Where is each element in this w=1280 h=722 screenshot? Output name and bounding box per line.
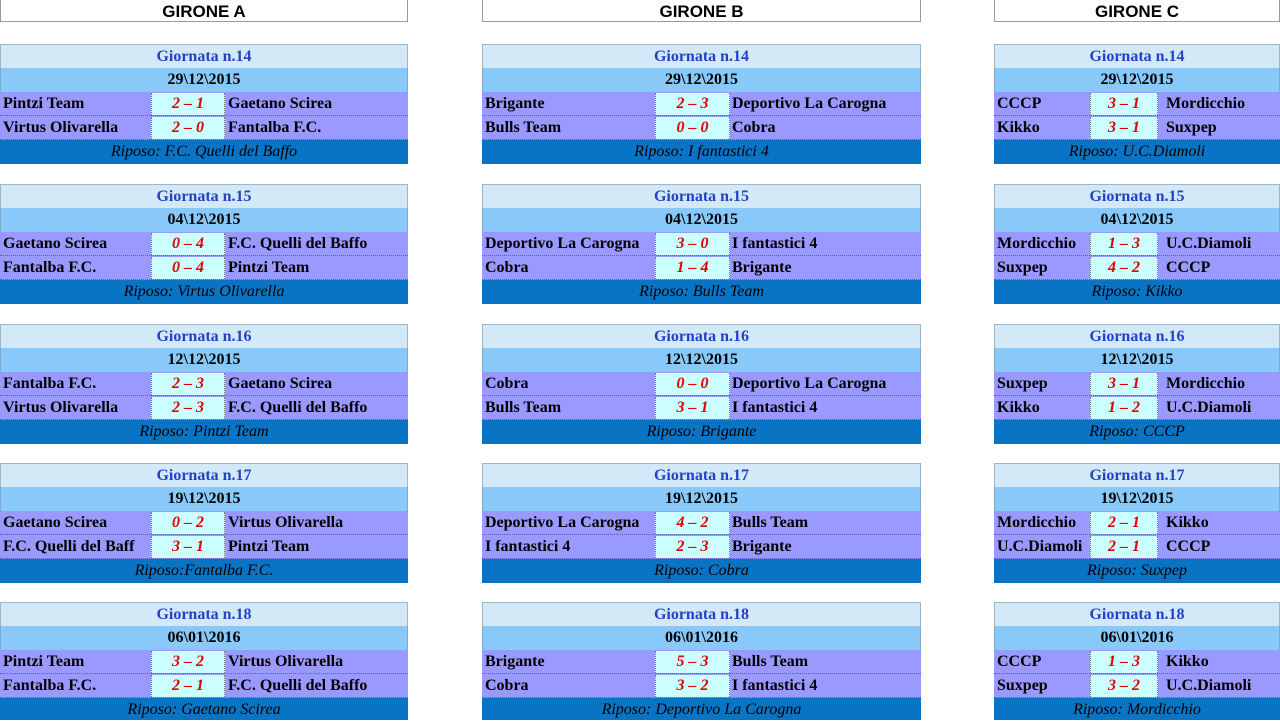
match-row [0, 511, 408, 535]
home-team: Gaetano Scirea [3, 514, 108, 531]
match-score: 0 – 0 [655, 117, 730, 139]
giornata-title: Giornata n.14 [0, 44, 408, 68]
giornata-title: Giornata n.14 [994, 44, 1280, 68]
rest-team: Riposo: Gaetano Scirea [0, 698, 408, 720]
giornata-title: Giornata n.18 [994, 602, 1280, 626]
home-team: U.C.Diamoli [997, 538, 1083, 555]
home-team: Fantalba F.C. [3, 677, 97, 694]
giornata-date: 19\12\2015 [482, 487, 921, 511]
match-score: 2 – 3 [655, 536, 730, 558]
giornata-date: 29\12\2015 [994, 68, 1280, 92]
match-row [994, 650, 1280, 674]
home-team: Pintzi Team [3, 95, 85, 112]
giornata-title: Giornata n.15 [0, 184, 408, 208]
away-team: Deportivo La Carogna [732, 375, 887, 392]
home-team: Bulls Team [485, 119, 562, 136]
giornata-block [0, 184, 408, 304]
home-team: Kikko [997, 119, 1040, 136]
home-team: Brigante [485, 653, 545, 670]
away-team: Brigante [732, 538, 792, 555]
home-team: Bulls Team [485, 399, 562, 416]
girone-c [994, 0, 1280, 718]
away-team: U.C.Diamoli [1166, 235, 1252, 252]
giornata-date: 04\12\2015 [0, 208, 408, 232]
match-score: 2 – 3 [151, 397, 225, 419]
match-row [994, 232, 1280, 256]
match-score: 3 – 1 [1090, 93, 1158, 115]
giornata-date: 19\12\2015 [0, 487, 408, 511]
away-team: Bulls Team [732, 514, 809, 531]
away-team: Suxpep [1166, 119, 1217, 136]
match-row [0, 396, 408, 420]
match-score: 2 – 0 [151, 117, 225, 139]
away-team: I fantastici 4 [732, 399, 818, 416]
away-team: Brigante [732, 259, 792, 276]
rest-team: Riposo: Brigante [482, 420, 921, 444]
giornata-title: Giornata n.16 [482, 324, 921, 348]
match-score: 0 – 4 [151, 257, 225, 279]
match-row [482, 256, 921, 280]
away-team: U.C.Diamoli [1166, 677, 1252, 694]
away-team: Mordicchio [1166, 375, 1246, 392]
girone-b [482, 0, 921, 718]
match-row [482, 372, 921, 396]
home-team: Gaetano Scirea [3, 235, 108, 252]
home-team: CCCP [997, 95, 1042, 112]
home-team: Virtus Olivarella [3, 399, 119, 416]
girone-title: GIRONE B [482, 0, 921, 22]
giornata-date: 19\12\2015 [994, 487, 1280, 511]
rest-team: Riposo: Deportivo La Carogna [482, 698, 921, 720]
giornata-title: Giornata n.17 [0, 463, 408, 487]
match-score: 0 – 0 [655, 373, 730, 395]
match-row [0, 232, 408, 256]
giornata-block [994, 44, 1280, 164]
match-score: 3 – 2 [655, 675, 730, 697]
match-row [0, 650, 408, 674]
rest-team: Riposo: F.C. Quelli del Baffo [0, 140, 408, 164]
home-team: Cobra [485, 677, 529, 694]
home-team: Fantalba F.C. [3, 259, 97, 276]
giornata-block [0, 324, 408, 444]
match-row [0, 256, 408, 280]
giornata-title: Giornata n.18 [482, 602, 921, 626]
home-team: Brigante [485, 95, 545, 112]
rest-team: Riposo: U.C.Diamoli [994, 140, 1280, 164]
match-row [994, 256, 1280, 280]
match-score: 3 – 0 [655, 233, 730, 255]
match-score: 3 – 2 [151, 651, 225, 673]
rest-team: Riposo: I fantastici 4 [482, 140, 921, 164]
giornata-title: Giornata n.14 [482, 44, 921, 68]
away-team: F.C. Quelli del Baffo [228, 399, 368, 416]
home-team: Mordicchio [997, 235, 1077, 252]
home-team: Suxpep [997, 375, 1048, 392]
rest-team: Riposo: CCCP [994, 420, 1280, 444]
match-row [994, 674, 1280, 698]
match-row [482, 232, 921, 256]
match-score: 0 – 2 [151, 512, 225, 534]
giornata-block [0, 602, 408, 720]
home-team: Pintzi Team [3, 653, 85, 670]
home-team: I fantastici 4 [485, 538, 571, 555]
giornata-block [482, 184, 921, 304]
giornata-date: 06\01\2016 [994, 626, 1280, 650]
home-team: Suxpep [997, 259, 1048, 276]
home-team: Cobra [485, 259, 529, 276]
giornata-title: Giornata n.17 [482, 463, 921, 487]
away-team: Cobra [732, 119, 776, 136]
match-row [0, 674, 408, 698]
match-score: 2 – 3 [655, 93, 730, 115]
giornata-date: 29\12\2015 [0, 68, 408, 92]
home-team: Mordicchio [997, 514, 1077, 531]
match-score: 3 – 1 [151, 536, 225, 558]
giornata-title: Giornata n.16 [994, 324, 1280, 348]
away-team: I fantastici 4 [732, 235, 818, 252]
match-score: 3 – 1 [1090, 373, 1158, 395]
giornata-date: 12\12\2015 [482, 348, 921, 372]
match-row [0, 116, 408, 140]
giornata-title: Giornata n.18 [0, 602, 408, 626]
giornata-block [994, 463, 1280, 583]
match-row [482, 650, 921, 674]
match-score: 3 – 1 [655, 397, 730, 419]
match-row [994, 116, 1280, 140]
match-row [482, 674, 921, 698]
giornata-date: 06\01\2016 [482, 626, 921, 650]
away-team: Pintzi Team [228, 259, 310, 276]
home-team: F.C. Quelli del Baff [3, 538, 135, 555]
match-row [994, 92, 1280, 116]
giornata-date: 04\12\2015 [994, 208, 1280, 232]
giornata-block [0, 463, 408, 583]
match-score: 1 – 3 [1090, 651, 1158, 673]
rest-team: Riposo:Fantalba F.C. [0, 559, 408, 583]
away-team: F.C. Quelli del Baffo [228, 235, 368, 252]
away-team: Fantalba F.C. [228, 119, 322, 136]
match-score: 2 – 1 [151, 675, 225, 697]
match-score: 3 – 1 [1090, 117, 1158, 139]
away-team: I fantastici 4 [732, 677, 818, 694]
giornata-block [482, 602, 921, 720]
match-row [482, 92, 921, 116]
rest-team: Riposo: Virtus Olivarella [0, 280, 408, 304]
girone-title: GIRONE A [0, 0, 408, 22]
match-score: 3 – 2 [1090, 675, 1158, 697]
giornata-block [994, 602, 1280, 720]
girone-a [0, 0, 408, 718]
match-score: 1 – 3 [1090, 233, 1158, 255]
giornata-block [994, 184, 1280, 304]
away-team: F.C. Quelli del Baffo [228, 677, 368, 694]
home-team: Suxpep [997, 677, 1048, 694]
giornata-date: 04\12\2015 [482, 208, 921, 232]
rest-team: Riposo: Bulls Team [482, 280, 921, 304]
match-row [994, 535, 1280, 559]
match-score: 2 – 1 [1090, 512, 1158, 534]
away-team: CCCP [1166, 259, 1211, 276]
match-row [994, 511, 1280, 535]
away-team: Bulls Team [732, 653, 809, 670]
match-score: 1 – 2 [1090, 397, 1158, 419]
home-team: Deportivo La Carogna [485, 235, 640, 252]
rest-team: Riposo: Suxpep [994, 559, 1280, 583]
match-row [482, 511, 921, 535]
giornata-date: 06\01\2016 [0, 626, 408, 650]
giornata-block [994, 324, 1280, 444]
away-team: CCCP [1166, 538, 1211, 555]
match-score: 4 – 2 [1090, 257, 1158, 279]
match-score: 2 – 3 [151, 373, 225, 395]
match-score: 2 – 1 [151, 93, 225, 115]
away-team: Virtus Olivarella [228, 653, 344, 670]
away-team: Gaetano Scirea [228, 375, 333, 392]
match-score: 2 – 1 [1090, 536, 1158, 558]
rest-team: Riposo: Pintzi Team [0, 420, 408, 444]
rest-team: Riposo: Mordicchio [994, 698, 1280, 720]
giornata-block [482, 44, 921, 164]
giornata-date: 12\12\2015 [994, 348, 1280, 372]
match-row [482, 535, 921, 559]
match-row [0, 535, 408, 559]
rest-team: Riposo: Kikko [994, 280, 1280, 304]
giornata-title: Giornata n.17 [994, 463, 1280, 487]
away-team: Kikko [1166, 653, 1209, 670]
match-row [482, 116, 921, 140]
match-score: 4 – 2 [655, 512, 730, 534]
home-team: Cobra [485, 375, 529, 392]
giornata-date: 12\12\2015 [0, 348, 408, 372]
away-team: Mordicchio [1166, 95, 1246, 112]
match-row [0, 92, 408, 116]
home-team: Deportivo La Carogna [485, 514, 640, 531]
giornata-block [482, 463, 921, 583]
away-team: Kikko [1166, 514, 1209, 531]
giornata-block [482, 324, 921, 444]
away-team: Pintzi Team [228, 538, 310, 555]
match-score: 5 – 3 [655, 651, 730, 673]
away-team: Gaetano Scirea [228, 95, 333, 112]
match-row [994, 372, 1280, 396]
away-team: U.C.Diamoli [1166, 399, 1252, 416]
home-team: CCCP [997, 653, 1042, 670]
home-team: Fantalba F.C. [3, 375, 97, 392]
giornata-title: Giornata n.16 [0, 324, 408, 348]
giornata-title: Giornata n.15 [994, 184, 1280, 208]
match-row [482, 396, 921, 420]
away-team: Virtus Olivarella [228, 514, 344, 531]
match-score: 0 – 4 [151, 233, 225, 255]
giornata-block [0, 44, 408, 164]
match-row [0, 372, 408, 396]
match-row [994, 396, 1280, 420]
rest-team: Riposo: Cobra [482, 559, 921, 583]
girone-title: GIRONE C [994, 0, 1280, 22]
home-team: Kikko [997, 399, 1040, 416]
away-team: Deportivo La Carogna [732, 95, 887, 112]
giornata-title: Giornata n.15 [482, 184, 921, 208]
home-team: Virtus Olivarella [3, 119, 119, 136]
match-score: 1 – 4 [655, 257, 730, 279]
giornata-date: 29\12\2015 [482, 68, 921, 92]
